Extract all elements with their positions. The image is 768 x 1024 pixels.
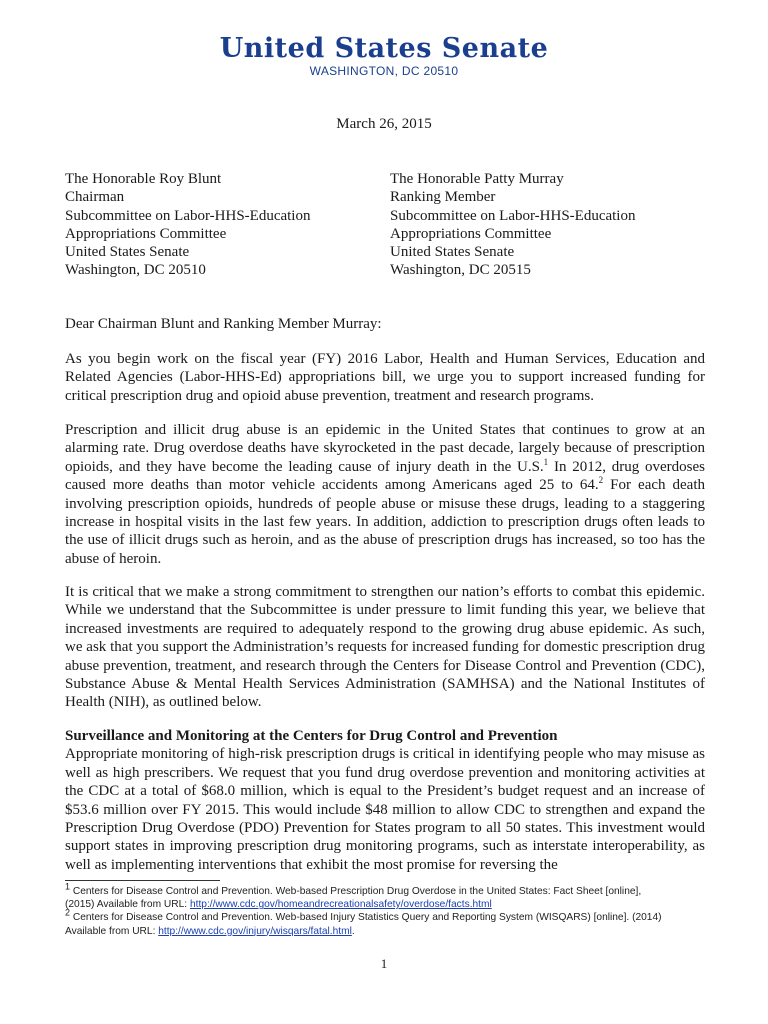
footnote-ref-1: 1 (543, 456, 549, 467)
footnote-2 (65, 908, 715, 924)
letterhead (0, 34, 768, 78)
footnote-2-mark: 2 (65, 908, 71, 919)
paragraph-3-text: It is critical that we make a strong commitment to strengthen our nation’s efforts to combat this epidemic. While we understand that the Subcommittee is under pressure to limit funding this year, we believe that increased investments are required to adequately respond to the growing drug abuse epidemic. As such, we ask that you support the Administration’s requests for increased funding for domestic prescription drug abuse prevention, treatment, and research through the Centers for Disease Control and Prevention (CDC), Substance Abuse & Mental Health Services Administration (SAMHSA) and the National Institutes of Health (NIH), as outlined below. (65, 584, 705, 711)
recipient-right-title: Ranking Member (390, 189, 496, 206)
recipient-left-title: Chairman (65, 189, 125, 206)
recipient-left-committee: Appropriations Committee (65, 225, 227, 242)
recipient-right-city: Washington, DC 20515 (390, 262, 531, 279)
paragraph-2-part-3: For each death involving prescription opioids, hundreds of people abuse or misuse these drugs, leading to a staggering increase in hospital visits in the last few years. In addition, addiction to prescription drugs often leads to the use of illicit drugs such as heroin, and as the abuse of prescription drugs has increased, so too has the abuse of heroin. (65, 477, 706, 567)
footnote-1 (65, 881, 715, 898)
footnote-1-source-label: (2015) Available from URL: (65, 899, 190, 911)
recipient-right-subcommittee: Subcommittee on Labor-HHS-Education (390, 207, 636, 224)
recipient-left-subcommittee: Subcommittee on Labor-HHS-Education (65, 207, 311, 224)
section-surveillance (65, 727, 705, 874)
footnote-2-text: Centers for Disease Control and Prevention. Web-based Injury Statistics Query and Reporting System (WISQARS) [online]. (2014) (70, 912, 662, 924)
letter-date: March 26, 2015 (336, 116, 432, 132)
letterhead-title: United States Senate (219, 33, 549, 64)
salutation-text: Dear Chairman Blunt and Ranking Member Murray: (65, 316, 382, 332)
recipient-right-committee: Appropriations Committee (390, 225, 552, 242)
paragraph-1 (65, 350, 705, 405)
section-heading: Surveillance and Monitoring at the Centers for Drug Control and Prevention (65, 728, 558, 744)
footnote-1-line-2 (65, 898, 715, 911)
recipient-left (65, 170, 310, 280)
footnote-2-link[interactable]: http://www.cdc.gov/injury/wisqars/fatal.html (158, 925, 352, 937)
paragraph-3 (65, 583, 705, 712)
recipient-right-name: The Honorable Patty Murray (390, 171, 564, 187)
footnote-1-mark: 1 (65, 881, 71, 892)
footnote-1-link[interactable]: http://www.cdc.gov/homeandrecreationalsafety/overdose/facts.html (189, 899, 492, 911)
footnote-2-source-label: Available from URL: (65, 925, 159, 937)
salutation (65, 315, 705, 333)
paragraph-1-text: As you begin work on the fiscal year (FY) 2016 Labor, Health and Human Services, Education and Related Agencies (Labor-HHS-Ed) appropriations bill, we urge you to support increased funding for critical prescription drug and opioid abuse prevention, treatment and research programs. (65, 351, 705, 404)
paragraph-2 (65, 421, 705, 568)
footnote-2-line-2 (65, 925, 715, 938)
recipient-left-name: The Honorable Roy Blunt (65, 171, 222, 187)
footnote-2-end: . (351, 925, 355, 937)
paragraph-2-text (65, 421, 705, 568)
page-number: 1 (380, 956, 388, 971)
footnote-1-text: Centers for Disease Control and Prevention. Web-based Prescription Drug Overdose in the United States: Fact Sheet [online], (70, 886, 642, 897)
footnote-ref-2: 2 (598, 475, 604, 486)
paragraph-2-part-2: In 2012, drug overdoses caused more deaths than motor vehicle accidents among Americans aged 25 to 64. (65, 458, 705, 494)
recipient-right-body: United States Senate (390, 244, 515, 261)
section-text: Appropriate monitoring of high-risk prescription drugs is critical in identifying people who may misuse as well as high prescribers. We request that you fund drug overdose prevention and monitoring activities at the CDC at a total of $68.0 million, which is equal to the President’s budget request and an increase of $53.6 million over FY 2015. This would include $48 million to allow CDC to strengthen and expand the Prescription Drug Overdose (PDO) Prevention for States program to all 50 states. This investment would support states in improving prescription drug monitoring programs, such as interstate interoperability, as well as implementing interventions that exhibit the most promise for reversing the (65, 746, 705, 873)
recipient-left-city: Washington, DC 20510 (65, 262, 206, 279)
footnotes (65, 881, 715, 938)
recipient-right (390, 170, 635, 280)
footnote-divider (65, 880, 220, 881)
recipient-left-body: United States Senate (65, 244, 190, 261)
letterhead-address: WASHINGTON, DC 20510 (309, 64, 459, 78)
paragraph-2-part-1: Prescription and illicit drug abuse is an epidemic in the United States that continues to grow at an alarming rate. Drug overdose deaths have skyrocketed in the past decade, largely because of prescription opioids, and they have become the leading cause of injury death in the U.S. (65, 422, 705, 475)
